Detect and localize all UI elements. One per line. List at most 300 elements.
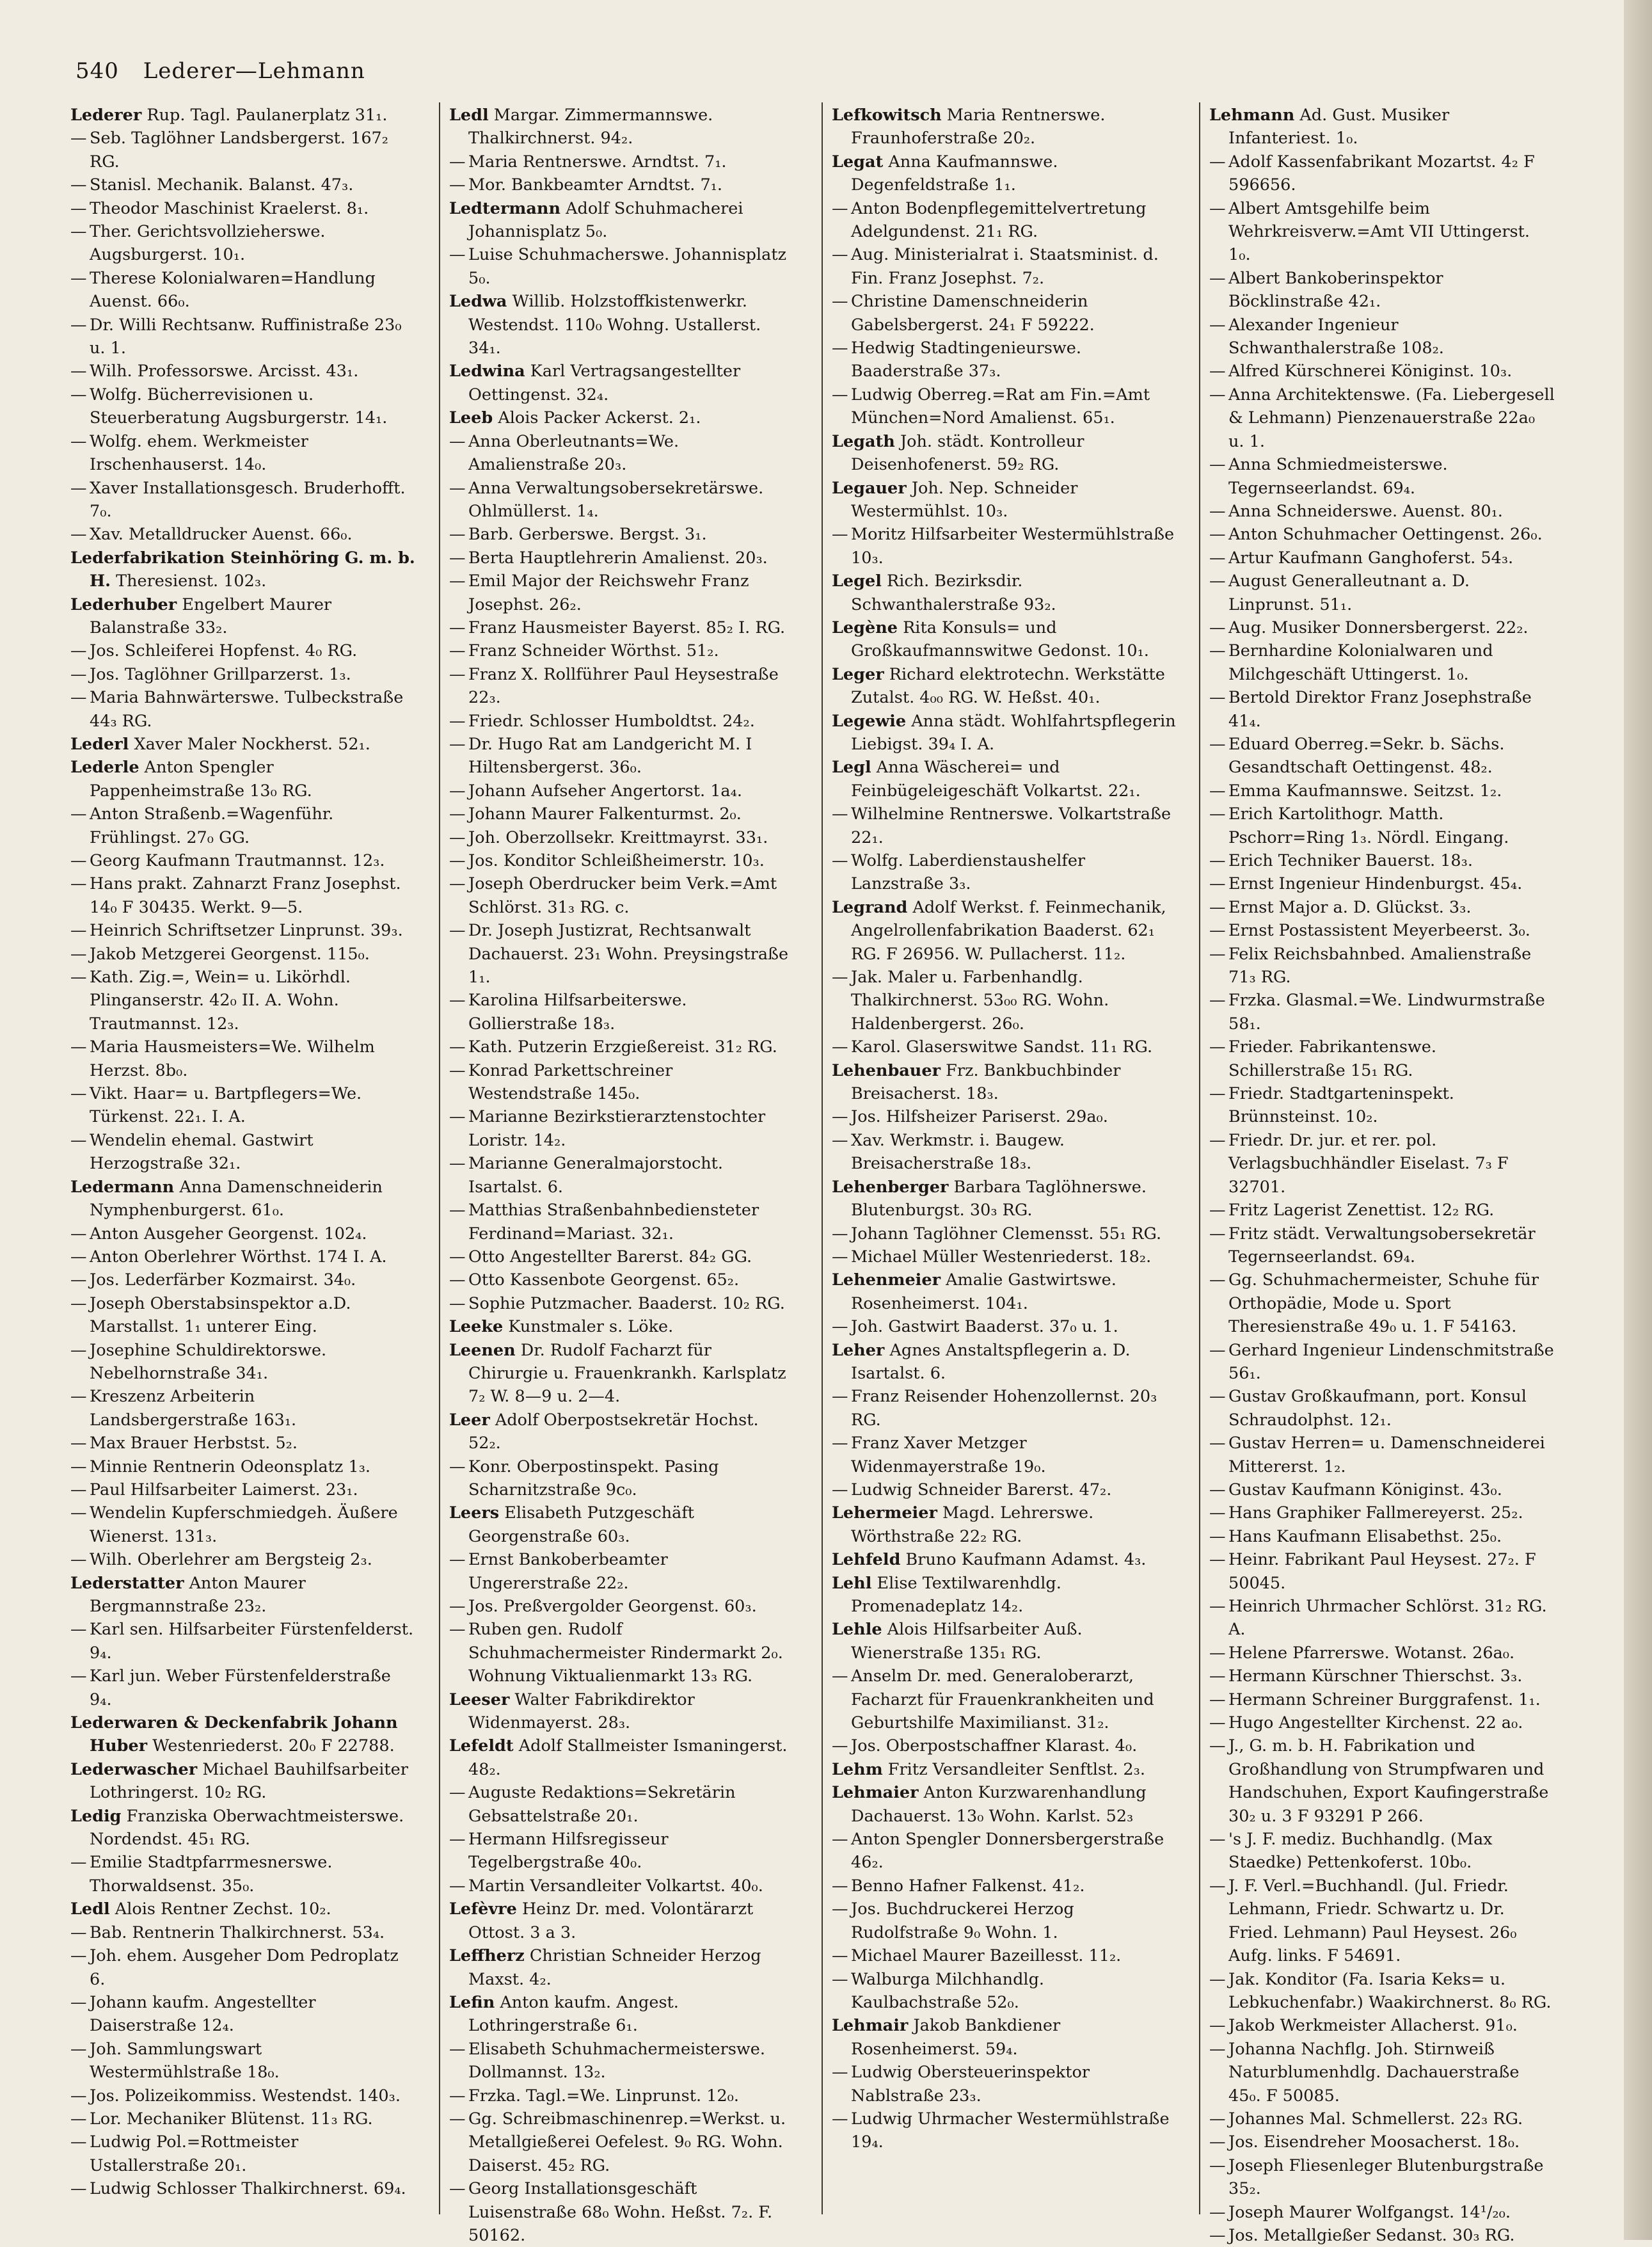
entry-text: Erich Techniker Bauerst. 18₃.: [1228, 851, 1473, 870]
entry-text: Heinrich Uhrmacher Schlörst. 31₂ RG. A.: [1228, 1597, 1547, 1640]
directory-entry: [449, 1944, 795, 1991]
entry-text: Wolfg. Bücherrevisionen u. Steuerberatung Augsburgerstr. 14₁.: [90, 385, 388, 428]
repeat-dash: —: [832, 851, 848, 870]
entry-text: Max Brauer Herbstst. 5₂.: [90, 1434, 298, 1453]
entry-text: Hugo Angestellter Kirchenst. 22 a₀.: [1228, 1713, 1523, 1733]
directory-entry: [70, 803, 416, 849]
directory-entry: [832, 1432, 1177, 1478]
entry-text: Jak. Konditor (Fa. Isaria Keks= u. Lebkuchenfabr.) Waakirchnerst. 8₀ RG.: [1228, 1969, 1552, 2012]
directory-entry: [832, 570, 1177, 616]
directory-entry: [70, 547, 416, 593]
repeat-dash: —: [70, 2039, 87, 2059]
entry-text: Hedwig Stadtingenieurswe. Baaderstraße 37₃.: [851, 339, 1081, 381]
directory-entry: [1209, 896, 1555, 919]
directory-entry: [449, 150, 795, 173]
directory-entry: [70, 430, 416, 477]
entry-text: Magd. Lehrerswe. Wörthstraße 22₂ RG.: [851, 1503, 1094, 1546]
directory-entry: [70, 314, 416, 360]
entry-text: Luise Schuhmacherswe. Johannisplatz 5₀.: [468, 245, 787, 288]
entry-text: Alfred Kürschnerei Königinst. 10₃.: [1228, 362, 1513, 381]
directory-entry: [449, 360, 795, 406]
directory-entry: [70, 1455, 416, 1478]
repeat-dash: —: [70, 1503, 87, 1523]
repeat-dash: —: [70, 2109, 87, 2129]
repeat-dash: —: [1209, 2109, 1226, 2129]
entry-text: Emil Major der Reichswehr Franz Josephst. 26₂.: [468, 572, 749, 614]
repeat-dash: —: [1209, 1830, 1226, 1850]
entry-text: Maria Hausmeisters=We. Wilhelm Herzst. 8b₀.: [90, 1037, 375, 1080]
directory-entry: [70, 1176, 416, 1222]
surname-heading: Lefkowitsch: [832, 106, 942, 125]
entry-text: Margar. Zimmermannswe. Thalkirchnerst. 94₂.: [468, 106, 713, 148]
directory-entry: [832, 1105, 1177, 1128]
surname-heading: Ledwa: [449, 292, 507, 312]
entry-text: Ther. Gerichtsvollzieherswe. Augsburgerst. 10₁.: [90, 222, 326, 265]
entry-text: Xav. Metalldrucker Auenst. 66₀.: [90, 525, 353, 545]
repeat-dash: —: [70, 1293, 87, 1313]
directory-entry: [70, 1711, 416, 1758]
entry-text: Christian Schneider Herzog Maxst. 4₂.: [468, 1946, 761, 1989]
repeat-dash: —: [832, 1224, 848, 1243]
repeat-dash: —: [70, 525, 87, 545]
entry-text: Karolina Hilfsarbeiterswe. Gollierstraße 18₃.: [468, 991, 687, 1034]
repeat-dash: —: [1209, 1503, 1226, 1523]
entry-text: Gg. Schreibmaschinenrep.=Werkst. u. Metallgießerei Oefelest. 9₀ RG. Wohn. Daiserst. 45₂ RG.: [468, 2109, 786, 2175]
directory-entry: [832, 243, 1177, 290]
entry-text: Jos. Polizeikommiss. Westendst. 140₃.: [90, 2086, 401, 2106]
directory-entry: [449, 849, 795, 872]
repeat-dash: —: [1209, 362, 1226, 381]
entry-text: Ludwig Uhrmacher Westermühlstraße 19₄.: [851, 2109, 1170, 2152]
entry-text: Jos. Eisendreher Moosacherst. 18₀.: [1228, 2132, 1520, 2152]
repeat-dash: —: [70, 1923, 87, 1942]
directory-entry: [70, 2131, 416, 2177]
directory-entry: [832, 104, 1177, 150]
entry-text: Hans Kaufmann Elisabethst. 25₀.: [1228, 1526, 1502, 1546]
repeat-dash: —: [832, 1130, 848, 1150]
surname-heading: Leger: [832, 664, 884, 684]
repeat-dash: —: [832, 525, 848, 545]
entry-text: Westenriederst. 20₀ F 22788.: [152, 1736, 395, 1756]
entry-text: Paul Hilfsarbeiter Laimerst. 23₁.: [90, 1480, 358, 1499]
repeat-dash: —: [70, 1270, 87, 1290]
directory-entry: [70, 1991, 416, 2038]
entry-text: Otto Angestellter Barerst. 84₂ GG.: [468, 1247, 752, 1267]
repeat-dash: —: [1209, 688, 1226, 708]
directory-entry: [1209, 150, 1555, 197]
repeat-dash: —: [832, 1876, 848, 1896]
directory-entry: [832, 1944, 1177, 1967]
entry-text: Wendelin Kupferschmiedgeh. Äußere Wienerst. 131₃.: [90, 1503, 398, 1546]
entry-text: Jos. Preßvergolder Georgenst. 60₃.: [468, 1597, 757, 1616]
directory-entry: [70, 1432, 416, 1455]
repeat-dash: —: [1209, 1667, 1226, 1686]
repeat-dash: —: [832, 1107, 848, 1127]
repeat-dash: —: [449, 245, 466, 265]
repeat-dash: —: [449, 2086, 466, 2106]
directory-entry: [449, 2038, 795, 2084]
entry-text: Aug. Musiker Donnersbergerst. 22₂.: [1228, 618, 1529, 637]
directory-entry: [832, 1385, 1177, 1432]
directory-entry: [832, 290, 1177, 337]
directory-entry: [70, 1921, 416, 1944]
entry-text: Johann Aufseher Angertorst. 1a₄.: [468, 781, 742, 801]
entry-text: Karl sen. Hilfsarbeiter Fürstenfelderst. 9₄.: [90, 1620, 414, 1663]
directory-entry: [449, 2177, 795, 2247]
entry-text: Anton Straßenb.=Wagenführ. Frühlingst. 27₀ GG.: [90, 804, 334, 847]
repeat-dash: —: [1209, 734, 1226, 754]
repeat-dash: —: [1209, 1597, 1226, 1616]
entry-text: Bab. Rentnerin Thalkirchnerst. 53₄.: [90, 1923, 385, 1942]
directory-entry: [70, 1036, 416, 1082]
repeat-dash: —: [449, 874, 466, 894]
repeat-dash: —: [70, 2132, 87, 2152]
entry-text: Adolf Oberpostsekretär Hochst. 52₂.: [468, 1410, 759, 1453]
repeat-dash: —: [70, 921, 87, 941]
directory-entry: [449, 733, 795, 780]
directory-entry: [70, 1805, 416, 1851]
entry-text: Ernst Major a. D. Glückst. 3₃.: [1228, 897, 1472, 917]
directory-entry: [832, 1222, 1177, 1245]
directory-entry: [1209, 1036, 1555, 1082]
repeat-dash: —: [1209, 1224, 1226, 1243]
directory-entry: [1209, 1968, 1555, 2015]
entry-text: Maria Bahnwärterswe. Tulbeckstraße 44₃ RG.: [90, 688, 404, 731]
directory-entry: [70, 1665, 416, 1711]
entry-text: Xaver Maler Nockherst. 52₁.: [134, 734, 370, 754]
entry-text: Alexander Ingenieur Schwanthalerstraße 108₂.: [1228, 315, 1444, 358]
page-number: 540: [75, 58, 119, 84]
directory-entry: [449, 1734, 795, 1781]
repeat-dash: —: [449, 1247, 466, 1267]
directory-entry: [832, 1315, 1177, 1338]
repeat-dash: —: [70, 2086, 87, 2106]
surname-heading: Lederer: [70, 106, 142, 125]
repeat-dash: —: [70, 431, 87, 451]
repeat-dash: —: [832, 804, 848, 824]
entry-text: Jakob Metzgerei Georgenst. 115₀.: [90, 944, 370, 964]
repeat-dash: —: [449, 734, 466, 754]
entry-text: Richard elektrotechn. Werkstätte Zutalst. 4₀₀ RG. W. Heßst. 40₁.: [851, 664, 1165, 708]
entry-text: Agnes Anstaltspflegerin a. D. Isartalst. 6.: [851, 1340, 1131, 1383]
directory-entry: [449, 826, 795, 849]
directory-entry: [832, 663, 1177, 710]
entry-text: Maria Rentnerswe. Arndtst. 7₁.: [468, 152, 727, 172]
entry-text: Auguste Redaktions=Sekretärin Gebsattelstraße 20₁.: [468, 1783, 736, 1826]
repeat-dash: —: [832, 1969, 848, 1989]
directory-entry: [70, 1851, 416, 1898]
directory-entry: [1209, 1525, 1555, 1548]
directory-entry: [1209, 872, 1555, 895]
repeat-dash: —: [70, 198, 87, 218]
surname-heading: Lederwascher: [70, 1759, 198, 1779]
repeat-dash: —: [449, 1783, 466, 1803]
surname-heading: Lederstatter: [70, 1573, 184, 1593]
entry-text: Ernst Ingenieur Hindenburgst. 45₄.: [1228, 874, 1523, 894]
entry-text: Anton Oberlehrer Wörthst. 174 I. A.: [90, 1247, 387, 1267]
directory-entry: [449, 1268, 795, 1291]
directory-entry: [1209, 2201, 1555, 2224]
entry-text: Barb. Gerberswe. Bergst. 3₁.: [468, 525, 707, 545]
entry-text: Helene Pfarrerswe. Wotanst. 26a₀.: [1228, 1643, 1515, 1663]
entry-text: Kath. Zig.=, Wein= u. Likörhdl. Plinganserstr. 42₀ II. A. Wohn. Trautmannst. 12₃.: [90, 968, 351, 1034]
repeat-dash: —: [1209, 1387, 1226, 1407]
directory-entry: [1209, 197, 1555, 267]
repeat-dash: —: [449, 1293, 466, 1313]
directory-entry: [1209, 1642, 1555, 1665]
repeat-dash: —: [832, 1387, 848, 1407]
repeat-dash: —: [70, 968, 87, 988]
repeat-dash: —: [70, 1130, 87, 1150]
repeat-dash: —: [1209, 2155, 1226, 2175]
entry-text: Rich. Bezirksdir. Schwanthalerstraße 93₂.: [851, 572, 1056, 614]
entry-text: Albert Bankoberinspektor Böcklinstraße 42₁.: [1228, 268, 1443, 312]
repeat-dash: —: [70, 1946, 87, 1966]
entry-text: Bruno Kaufmann Adamst. 4₃.: [905, 1550, 1147, 1570]
entry-text: Theresienst. 102₃.: [116, 572, 267, 591]
directory-entry: [832, 1898, 1177, 1944]
entry-text: Xaver Installationsgesch. Bruderhofft. 7₀.: [90, 478, 406, 521]
surname-heading: Lederl: [70, 734, 129, 754]
entry-text: Johann kaufm. Angestellter Daiserstraße 12₄.: [90, 1992, 316, 2036]
repeat-dash: —: [832, 292, 848, 312]
entry-text: Anna Schneiderswe. Auenst. 80₁.: [1228, 501, 1503, 521]
directory-entry: [832, 1734, 1177, 1757]
directory-entry: [449, 1245, 795, 1268]
entry-text: Anna Schmiedmeisterswe. Tegernseerlandst. 69₄.: [1228, 455, 1448, 498]
directory-entry: [832, 1129, 1177, 1176]
directory-entry: [449, 290, 795, 360]
directory-entry: [70, 220, 416, 267]
directory-entry: [449, 1105, 795, 1152]
repeat-dash: —: [70, 175, 87, 195]
entry-text: Georg Installationsgeschäft Luisenstraße 68₀ Wohn. Heßst. 7₂. F. 50162.: [468, 2179, 773, 2245]
repeat-dash: —: [449, 431, 466, 451]
surname-heading: Legauer: [832, 478, 907, 498]
entry-text: Berta Hauptlehrerin Amalienst. 20₃.: [468, 548, 768, 568]
repeat-dash: —: [1209, 2202, 1226, 2222]
surname-heading: Leer: [449, 1410, 490, 1430]
repeat-dash: —: [1209, 548, 1226, 568]
repeat-dash: —: [449, 1154, 466, 1174]
surname-heading: Lefin: [449, 1992, 495, 2012]
repeat-dash: —: [832, 968, 848, 988]
surname-heading: Ledig: [70, 1806, 122, 1826]
entry-text: Frieder. Fabrikantenswe. Schillerstraße 15₁ RG.: [1228, 1037, 1436, 1080]
directory-entry: [449, 1595, 795, 1618]
directory-entry: [449, 2107, 795, 2177]
column-2: [449, 104, 795, 2245]
directory-entry: [70, 1501, 416, 1548]
entry-text: Hermann Kürschner Thierschst. 3₃.: [1228, 1667, 1523, 1686]
repeat-dash: —: [832, 1480, 848, 1499]
directory-entry: [832, 150, 1177, 197]
directory-entry: [449, 547, 795, 570]
repeat-dash: —: [449, 804, 466, 824]
directory-entry: [70, 966, 416, 1036]
surname-heading: Lederfabrikation Steinhöring G. m. b. H.: [70, 548, 415, 591]
directory-entry: [1209, 1129, 1555, 1199]
surname-heading: Legrand: [832, 897, 908, 917]
repeat-dash: —: [449, 2039, 466, 2059]
entry-text: Anton Spengler Pappenheimstraße 13₀ RG.: [90, 758, 312, 801]
directory-entry: [70, 2038, 416, 2084]
directory-entry: [70, 2084, 416, 2107]
entry-text: Engelbert Maurer Balanstraße 33₂.: [90, 595, 332, 637]
directory-entry: [1209, 1385, 1555, 1432]
entry-text: Adolf Stallmeister Ismaningerst. 48₂.: [468, 1736, 788, 1779]
entry-text: Martin Versandleiter Volkartst. 40₀.: [468, 1876, 763, 1896]
surname-heading: Legewie: [832, 711, 907, 731]
entry-text: Anton kaufm. Angest. Lothringerstraße 6₁.: [468, 1992, 679, 2036]
entry-text: Anna Wäscherei= und Feinbügeleigeschäft Volkartst. 22₁.: [851, 758, 1141, 801]
page-header: [75, 55, 1585, 87]
repeat-dash: —: [1209, 455, 1226, 475]
entry-text: Rita Konsuls= und Großkaufmannswitwe Gedonst. 10₁.: [851, 618, 1149, 661]
repeat-dash: —: [449, 851, 466, 870]
repeat-dash: —: [449, 525, 466, 545]
repeat-dash: —: [70, 1037, 87, 1057]
entry-text: 's J. F. mediz. Buchhandlg. (Max Staedke) Pettenkoferst. 10b₀.: [1228, 1830, 1493, 1873]
entry-text: Franziska Oberwachtmeisterswe. Nordendst. 45₁ RG.: [90, 1806, 404, 1850]
repeat-dash: —: [1209, 501, 1226, 521]
entry-text: J., G. m. b. H. Fabrikation und Großhandlung von Strumpfwaren und Handschuhen, Export Kaufingerstraße 30₂ u. 3 F 93291 P 266.: [1228, 1736, 1549, 1826]
entry-text: Joh. städt. Kontrolleur Deisenhofenerst. 59₂ RG.: [851, 431, 1084, 475]
directory-entry: [1209, 803, 1555, 849]
page-edge-shadow: [1624, 0, 1652, 2240]
entry-text: Georg Kaufmann Trautmannst. 12₃.: [90, 851, 385, 870]
repeat-dash: —: [832, 1037, 848, 1057]
entry-text: Wilhelmine Rentnerswe. Volkartstraße 22₁.: [851, 804, 1171, 847]
directory-entry: [449, 803, 795, 826]
repeat-dash: —: [70, 1620, 87, 1640]
repeat-dash: —: [449, 828, 466, 847]
repeat-dash: —: [1209, 1643, 1226, 1663]
entry-text: Ruben gen. Rudolf Schuhmachermeister Rindermarkt 2₀. Wohnung Viktualienmarkt 13₃ RG.: [468, 1620, 783, 1686]
entry-text: Anton Bodenpflegemittelvertretung Adelgundenst. 21₁ RG.: [851, 198, 1147, 242]
repeat-dash: —: [449, 1620, 466, 1640]
entry-text: Ernst Bankoberbeamter Ungererstraße 22₂.: [468, 1550, 668, 1593]
entry-text: Hermann Schreiner Burggrafenst. 1₁.: [1228, 1690, 1541, 1709]
entry-text: Emilie Stadtpfarrmesnerswe. Thorwaldsenst. 35₀.: [90, 1853, 333, 1896]
entry-text: Heinrich Schriftsetzer Linprunst. 39₃.: [90, 921, 403, 941]
entry-text: Sophie Putzmacher. Baaderst. 10₂ RG.: [468, 1293, 785, 1313]
entry-text: Kunstmaler s. Löke.: [508, 1317, 674, 1337]
entry-text: Franz Xaver Metzger Widenmayerstraße 19₀.: [851, 1434, 1046, 1476]
directory-entry: [70, 593, 416, 640]
directory-entry: [832, 756, 1177, 803]
repeat-dash: —: [449, 478, 466, 498]
directory-entry: [449, 616, 795, 639]
column-rule: [822, 102, 823, 2214]
surname-heading: Lehle: [832, 1620, 882, 1640]
directory-entry: [1209, 616, 1555, 639]
directory-entry: [70, 360, 416, 383]
entry-text: Franz X. Rollführer Paul Heysestraße 22₃.: [468, 664, 779, 708]
entry-text: Karol. Glaserswitwe Sandst. 11₁ RG.: [851, 1037, 1153, 1057]
entry-text: Adolf Werkst. f. Feinmechanik, Angelrollenfabrikation Baaderst. 62₁ RG. F 26956. W. Pullacherst. 11₂.: [851, 897, 1166, 964]
surname-heading: Ledwina: [449, 362, 525, 381]
repeat-dash: —: [70, 1457, 87, 1476]
repeat-dash: —: [832, 1830, 848, 1850]
directory-entry: [449, 1828, 795, 1875]
directory-entry: [449, 1152, 795, 1199]
directory-entry: [70, 1618, 416, 1665]
entry-text: Ernst Postassistent Meyerbeerst. 3₀.: [1228, 921, 1530, 941]
surname-heading: Lefèvre: [449, 1899, 517, 1919]
entry-text: Wendelin ehemal. Gastwirt Herzogstraße 32₁.: [90, 1130, 314, 1174]
repeat-dash: —: [70, 664, 87, 684]
directory-entry: [1209, 2131, 1555, 2154]
directory-entry: [70, 663, 416, 686]
entry-text: Ludwig Obersteuerinspektor Nablstraße 23₃.: [851, 2063, 1090, 2106]
repeat-dash: —: [449, 1597, 466, 1616]
column-rule: [1199, 102, 1200, 2214]
directory-entry: [1209, 1339, 1555, 1386]
surname-heading: Lehfeld: [832, 1550, 901, 1570]
entry-text: Joh. ehem. Ausgeher Dom Pedroplatz 6.: [90, 1946, 399, 1989]
repeat-dash: —: [832, 1317, 848, 1337]
entry-text: Ludwig Pol.=Rottmeister Ustallerstraße 20₁.: [90, 2132, 299, 2175]
entry-text: Anton Spengler Donnersbergerstraße 46₂.: [851, 1830, 1164, 1873]
directory-entry: [1209, 500, 1555, 523]
repeat-dash: —: [449, 1201, 466, 1220]
repeat-dash: —: [449, 548, 466, 568]
entry-text: Alois Packer Ackerst. 2₁.: [498, 408, 701, 428]
surname-heading: Leenen: [449, 1340, 516, 1360]
directory-entry: [832, 710, 1177, 756]
repeat-dash: —: [1209, 1526, 1226, 1546]
directory-entry: [449, 1991, 795, 2038]
surname-heading: Lehenmeier: [832, 1270, 941, 1290]
repeat-dash: —: [70, 1387, 87, 1407]
entry-text: Anna Architektenswe. (Fa. Liebergesell & Lehmann) Pienzenauerstraße 22a₀ u. 1.: [1228, 385, 1555, 451]
repeat-dash: —: [832, 1434, 848, 1453]
entry-text: Johann Maurer Falkenturmst. 2₀.: [468, 804, 742, 824]
repeat-dash: —: [449, 641, 466, 661]
entry-text: Friedr. Stadtgarteninspekt. Brünnsteinst. 10₂.: [1228, 1084, 1454, 1127]
directory-entry: [449, 710, 795, 733]
directory-entry: [70, 1758, 416, 1805]
surname-heading: Lederhuber: [70, 595, 177, 614]
entry-text: Joh. Oberzollsekr. Kreittmayrst. 33₁.: [468, 828, 768, 847]
directory-entry: [449, 1898, 795, 1944]
directory-entry: [1209, 383, 1555, 453]
repeat-dash: —: [832, 1667, 848, 1686]
entry-text: Therese Kolonialwaren=Handlung Auenst. 66₀.: [90, 268, 376, 312]
repeat-dash: —: [1209, 2132, 1226, 2152]
surname-heading: Lehermeier: [832, 1503, 937, 1523]
directory-entry: [832, 1059, 1177, 1106]
entry-text: Joseph Fliesenleger Blutenburgstraße 35₂.: [1228, 2155, 1544, 2199]
directory-entry: [832, 616, 1177, 663]
surname-heading: Leeser: [449, 1690, 510, 1709]
entry-text: Amalie Gastwirtswe. Rosenheimerst. 104₁.: [851, 1270, 1116, 1313]
repeat-dash: —: [70, 1434, 87, 1453]
directory-entry: [832, 430, 1177, 477]
entry-text: Xav. Werkmstr. i. Baugew. Breisacherstraße 18₃.: [851, 1130, 1065, 1174]
directory-entry: [70, 2177, 416, 2200]
repeat-dash: —: [70, 478, 87, 498]
repeat-dash: —: [70, 688, 87, 708]
directory-entry: [832, 1176, 1177, 1222]
repeat-dash: —: [1209, 944, 1226, 964]
repeat-dash: —: [1209, 572, 1226, 591]
surname-heading: Lehenberger: [832, 1177, 949, 1197]
entry-text: Aug. Ministerialrat i. Staatsminist. d. Fin. Franz Josephst. 7₂.: [851, 245, 1159, 288]
directory-entry: [1209, 1501, 1555, 1524]
directory-entry: [1209, 1828, 1555, 1875]
